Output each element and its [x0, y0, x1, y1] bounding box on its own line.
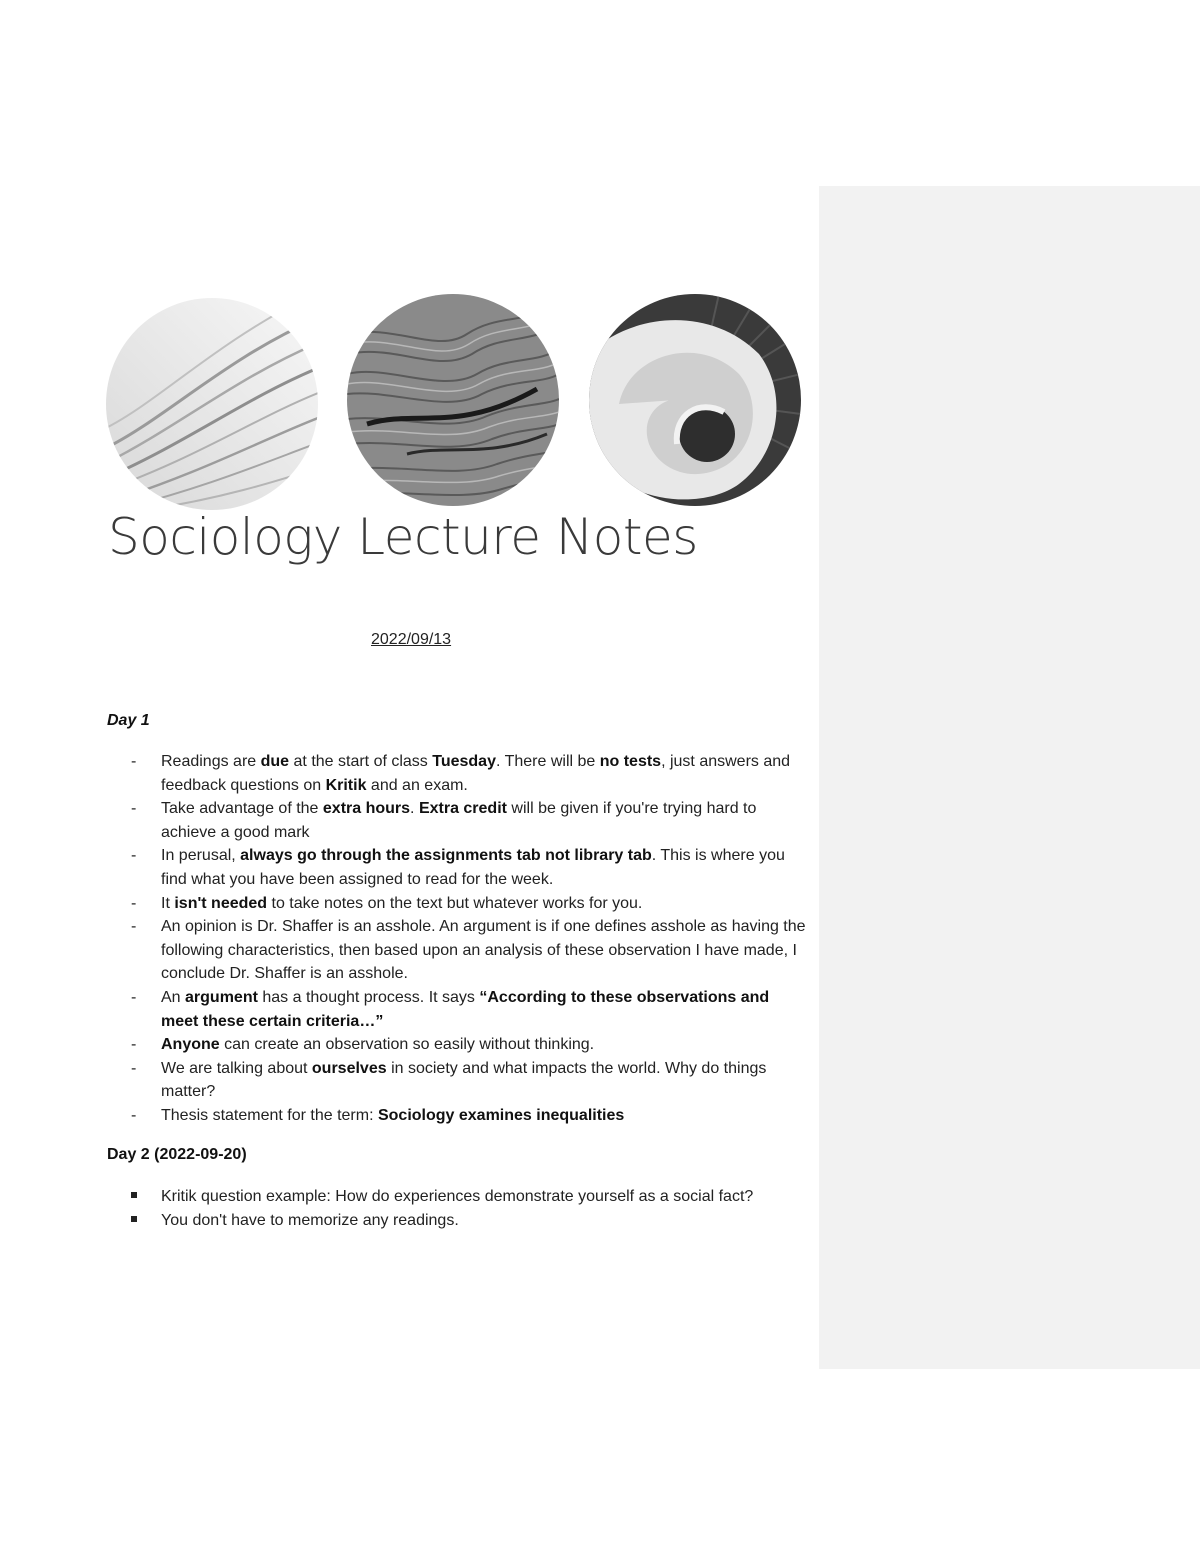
note-text: Kritik question example: How do experiences demonstrate yourself as a social fact?: [161, 1188, 754, 1205]
dash-bullet: -: [131, 753, 137, 770]
list-item: [107, 750, 807, 797]
list-item: [107, 986, 807, 1033]
comment-pane: [819, 186, 1200, 1369]
bold-text: due: [260, 753, 290, 770]
list-item: [107, 1185, 807, 1209]
note-text: , just answers and feedback questions on: [161, 753, 791, 794]
dash-bullet: -: [131, 918, 137, 936]
bold-text: extra hours: [322, 800, 411, 818]
note-text: can create an observation so easily without thinking.: [219, 1036, 595, 1054]
note-text: will be given if you're trying hard to achieve a good mark: [161, 800, 757, 841]
list-item: [107, 1104, 807, 1128]
day1-notes-list: [107, 750, 807, 1128]
list-item: [107, 1033, 807, 1057]
note-text: It: [161, 894, 175, 912]
note-text: in society and what impacts the world. Why do things matter?: [161, 1059, 767, 1101]
dash-bullet: -: [131, 1036, 137, 1054]
note-text: Thesis statement for the term:: [161, 1106, 378, 1124]
bold-text: Extra credit: [418, 800, 507, 818]
list-item: [107, 915, 807, 986]
note-text: at the start of class: [289, 753, 433, 770]
list-item: [107, 892, 807, 916]
note-text: You don't have to memorize any readings.: [161, 1211, 459, 1229]
square-bullet-icon: [131, 1185, 151, 1209]
book-pages-photo: [106, 298, 318, 510]
note-text: to take notes on the text but whatever works for you.: [267, 894, 643, 912]
note-text: and an exam.: [366, 776, 468, 794]
list-item: [107, 1209, 807, 1233]
dash-bullet: -: [131, 894, 137, 912]
bold-text: always go through the assignments tab not library tab: [240, 847, 652, 865]
bold-text: argument: [185, 988, 258, 1006]
dash-bullet: -: [131, 847, 137, 865]
square-bullet-icon: [131, 1209, 151, 1233]
note-text: Readings are: [161, 753, 261, 770]
list-item: [107, 797, 807, 844]
bold-text: Sociology examines inequalities: [377, 1106, 625, 1124]
wood-grain-photo: [347, 294, 559, 506]
note-text: An: [161, 988, 186, 1006]
lecture-date: 2022/09/13: [371, 631, 452, 648]
note-text: has a thought process. It says: [257, 988, 480, 1006]
bold-text: Tuesday: [432, 753, 496, 770]
day2-notes-list: [107, 1185, 807, 1232]
note-text: .: [410, 800, 419, 818]
note-text: . This is where you find what you have been assigned to read for the week.: [161, 847, 785, 888]
bold-text: isn't needed: [174, 894, 268, 912]
page-title: Sociology Lecture Notes: [108, 508, 698, 566]
bold-text: Kritik: [325, 776, 367, 794]
dash-bullet: -: [131, 1106, 137, 1124]
bold-text: no tests: [599, 753, 662, 770]
list-item: [107, 844, 807, 891]
dash-bullet: -: [131, 988, 137, 1006]
day1-heading: Day 1: [107, 712, 150, 729]
spiral-staircase-photo: [589, 294, 801, 506]
list-item: [107, 1057, 807, 1104]
bold-text: ourselves: [311, 1059, 387, 1077]
dash-bullet: -: [131, 1059, 137, 1077]
bold-text: “According to these observations and meet these certain criteria…”: [161, 988, 770, 1030]
bold-text: Anyone: [161, 1036, 220, 1054]
note-text: We are talking about: [161, 1059, 312, 1077]
dash-bullet: -: [131, 800, 137, 818]
day2-heading: Day 2 (2022-09-20): [107, 1146, 247, 1163]
note-text: Take advantage of the: [161, 800, 323, 818]
note-text: An opinion is Dr. Shaffer is an asshole. An argument is if one defines asshole as having the following characteristics, then based upon an analysis of these observation I have made, I conclude Dr. Shaffer is an asshole.: [161, 918, 806, 983]
note-text: In perusal,: [161, 847, 241, 865]
note-text: . There will be: [495, 753, 600, 770]
